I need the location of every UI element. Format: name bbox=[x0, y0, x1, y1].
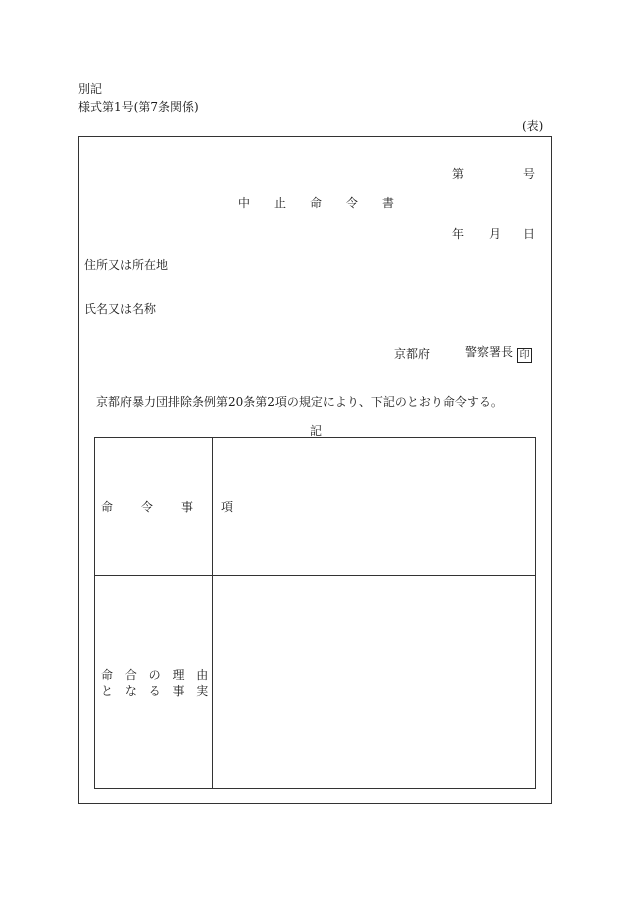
date-day: 日 bbox=[523, 227, 536, 241]
order-table bbox=[94, 437, 536, 789]
seal-icon: 印 bbox=[517, 348, 532, 363]
form-number: 様式第1号(第7条関係) bbox=[78, 100, 199, 114]
issuer-title: 警察署長 bbox=[465, 345, 514, 359]
reason-field[interactable] bbox=[213, 576, 536, 788]
issuer-prefecture: 京都府 bbox=[394, 347, 431, 361]
order-items-field[interactable] bbox=[213, 438, 536, 575]
side-label: (表) bbox=[522, 119, 544, 133]
name-label: 氏名又は名称 bbox=[84, 302, 157, 316]
number-prefix: 第 bbox=[452, 167, 465, 181]
number-suffix: 号 bbox=[523, 167, 536, 181]
order-items-label: 命 令 事 項 bbox=[101, 500, 242, 514]
note-heading: 記 bbox=[310, 424, 323, 438]
address-label: 住所又は所在地 bbox=[84, 258, 169, 272]
date-month: 月 bbox=[489, 227, 502, 241]
order-statement: 京都府暴力団排除条例第20条第2項の規定により、下記のとおり命令する。 bbox=[96, 395, 503, 409]
date-year: 年 bbox=[452, 227, 465, 241]
reason-label-line2: と な る 事 実 bbox=[101, 684, 213, 698]
reason-label-line1: 命 合 の 理 由 bbox=[101, 668, 213, 682]
document-title: 中止命令書 bbox=[238, 196, 419, 210]
appendix-label: 別記 bbox=[78, 82, 103, 96]
issuer-line bbox=[465, 346, 532, 363]
